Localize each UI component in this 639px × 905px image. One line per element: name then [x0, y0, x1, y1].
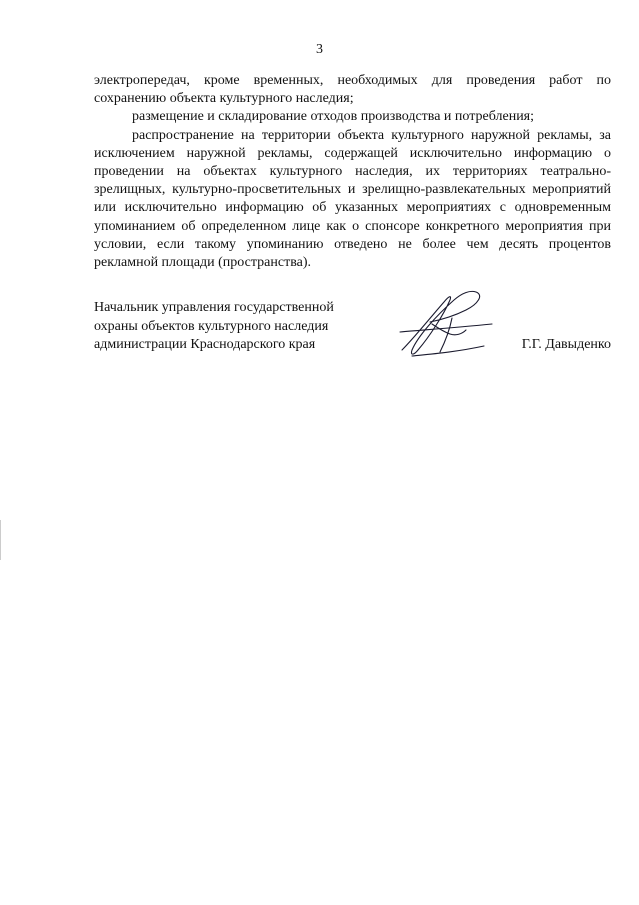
signatory-position — [94, 299, 354, 355]
paragraph-advertising: распространение на территории объекта культурного наружной рекламы, за исключением наружной рекламы, содержащей исключительно информацию о проведении на объектах культурного наследия, их территориях театрально-зрелищных, культурно-просветительных и зрелищно-развлекательных мероприятий или исключительно информацию об указанных мероприятиях с одновременным упоминанием об определенном лице как о спонсоре конкретного мероприятия при условии, если такому упоминанию отведено не более чем десять процентов рекламной площади (пространства). — [94, 127, 611, 271]
handwritten-signature — [392, 288, 497, 360]
paragraph-continuation: электропередач, кроме временных, необходимых для проведения работ по сохранению объекта культурного наследия; — [94, 73, 611, 107]
position-line: охраны объектов культурного наследия — [94, 318, 329, 334]
paragraph-waste-storage: размещение и складирование отходов производства и потребления; — [132, 109, 535, 125]
position-line: администрации Краснодарского края — [94, 337, 316, 352]
document-body — [94, 72, 611, 272]
signer-name: Г.Г. Давыденко — [521, 337, 611, 352]
scan-edge-mark — [0, 520, 1, 560]
page-number: 3 — [316, 42, 323, 57]
position-line: Начальник управления государственной — [94, 300, 334, 315]
